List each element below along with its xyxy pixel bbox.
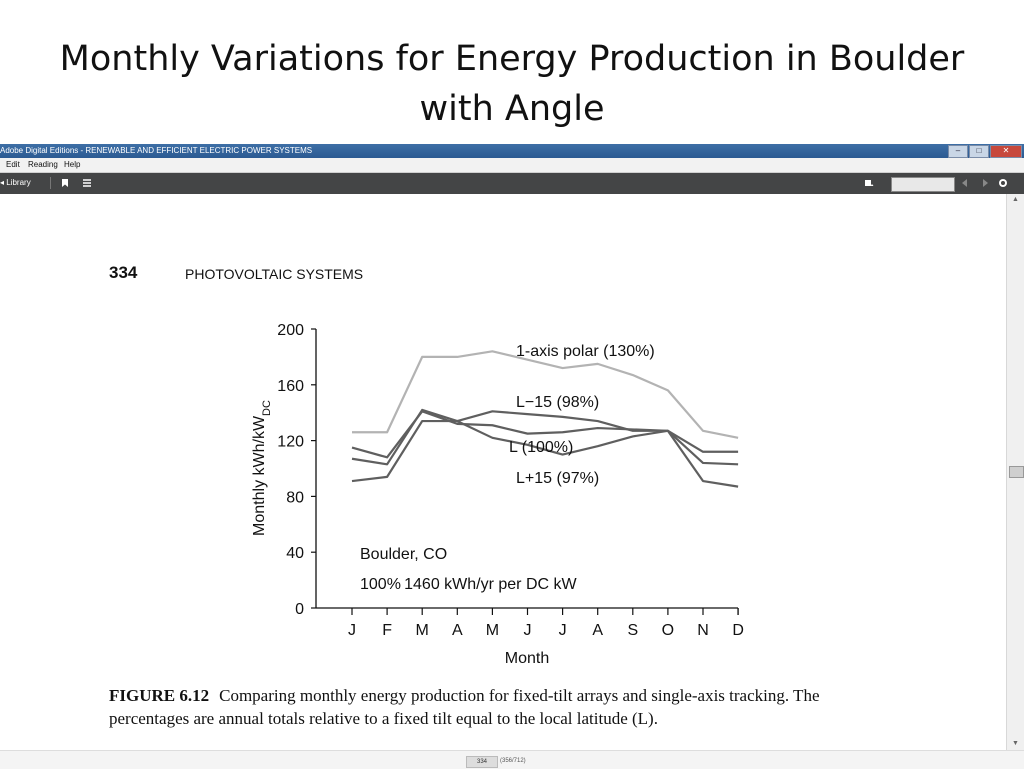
library-button[interactable]: ◂ Library — [0, 178, 31, 187]
x-tick-label: O — [661, 622, 675, 639]
y-tick-label: 160 — [277, 377, 304, 395]
page-number-field[interactable]: 334 — [466, 756, 498, 768]
x-tick-label: J — [558, 622, 567, 639]
menu-edit[interactable]: Edit — [6, 160, 20, 169]
y-tick-label: 80 — [286, 489, 304, 507]
y-tick-label: 40 — [286, 545, 304, 563]
scroll-down-icon[interactable]: ▼ — [1012, 740, 1019, 747]
figure-caption — [109, 684, 899, 730]
y-tick-label: 0 — [295, 601, 304, 618]
series-label-1: L−15 (98%) — [516, 394, 600, 411]
x-tick-label: A — [451, 622, 463, 639]
series-label-0: 1-axis polar (130%) — [516, 343, 655, 360]
x-tick-label: J — [523, 622, 532, 639]
page-total: (356/712) — [500, 758, 526, 764]
x-tick-label: F — [382, 622, 392, 639]
y-tick-label: 200 — [277, 322, 304, 339]
chart-annotation-1: 100% 1460 kWh/yr per DC kW — [360, 576, 577, 593]
caption-text: Comparing monthly energy production for fixed-tilt arrays and single-axis tracking. The percentages are annual totals relative to a fixed tilt equal to the local latitude (L). — [109, 686, 820, 728]
close-button[interactable]: ✕ — [990, 145, 1022, 158]
x-tick-label: M — [485, 622, 500, 639]
chart-labels — [360, 343, 655, 593]
status-bar — [0, 750, 1024, 769]
running-head: PHOTOVOLTAIC SYSTEMS — [185, 266, 364, 282]
figure-label: FIGURE 6.12 — [109, 686, 210, 705]
x-tick-label: A — [592, 622, 604, 639]
x-tick-label: N — [697, 622, 709, 639]
chart-annotation-0: Boulder, CO — [360, 546, 448, 563]
series-label-2: L (100%) — [509, 439, 574, 456]
y-tick-label: 120 — [277, 433, 304, 451]
x-tick-label: S — [627, 622, 639, 639]
y-axis-label-subscript: DC — [261, 400, 273, 416]
chart-axes — [251, 322, 744, 667]
y-axis-label: Monthly kWh/$kW_{DC}$ — [251, 400, 273, 536]
window-title: Adobe Digital Editions - RENEWABLE AND EFFICIENT ELECTRIC POWER SYSTEMS — [0, 146, 313, 155]
x-tick-label: M — [415, 622, 429, 639]
x-tick-label: J — [348, 622, 356, 639]
scroll-up-icon[interactable]: ▲ — [1012, 196, 1019, 203]
maximize-button[interactable]: □ — [969, 145, 989, 158]
series-label-3: L+15 (97%) — [516, 470, 600, 487]
minimize-button[interactable]: – — [948, 145, 968, 158]
slide-title: Monthly Variations for Energy Production in Boulder with Angle — [59, 39, 965, 129]
x-tick-label: D — [732, 622, 744, 639]
menu-reading[interactable]: Reading — [28, 160, 58, 169]
menu-help[interactable]: Help — [64, 160, 81, 169]
x-axis-label: Month — [504, 650, 550, 667]
chart-series — [352, 351, 738, 486]
book-page-number: 334 — [109, 263, 138, 282]
